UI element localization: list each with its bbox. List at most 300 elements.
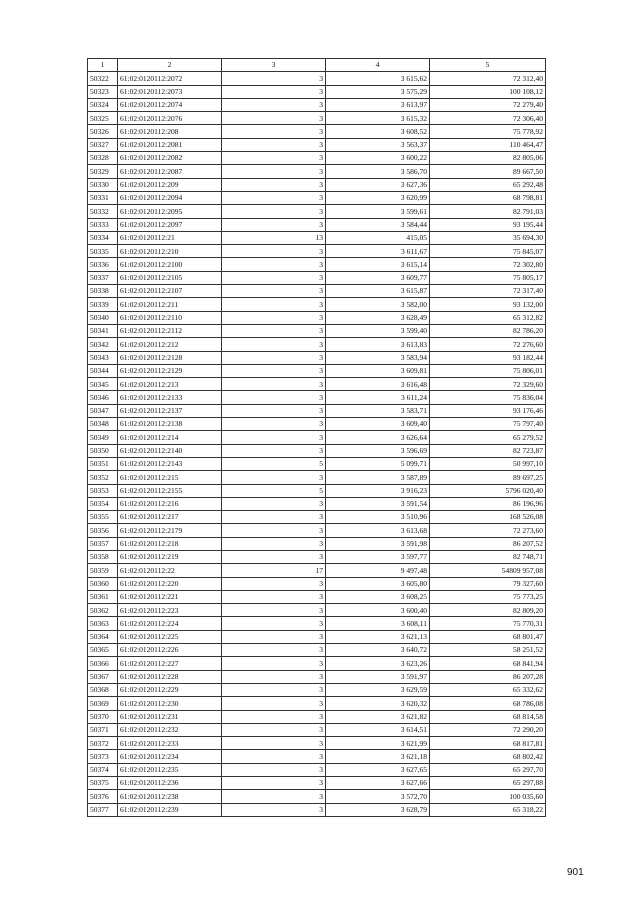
table-cell: 68 802,42	[430, 750, 546, 763]
table-row	[88, 737, 546, 750]
table-cell: 3	[222, 258, 326, 271]
table-cell: 50334	[88, 231, 118, 244]
table-cell: 50376	[88, 790, 118, 803]
table-cell: 3 628,49	[326, 311, 430, 324]
table-cell: 61:02:0120112:234	[118, 750, 222, 763]
table-cell: 3	[222, 138, 326, 151]
table-cell: 3	[222, 338, 326, 351]
table-cell: 3	[222, 790, 326, 803]
table-cell: 61:02:0120112:223	[118, 604, 222, 617]
table-header-row	[88, 59, 546, 72]
table-cell: 61:02:0120112:208	[118, 125, 222, 138]
table-cell: 5 099,71	[326, 457, 430, 470]
table-cell: 79 327,60	[430, 577, 546, 590]
table-cell: 61:02:0120112:2143	[118, 457, 222, 470]
table-cell: 61:02:0120112:212	[118, 338, 222, 351]
table-cell: 3 623,26	[326, 657, 430, 670]
table-cell: 61:02:0120112:219	[118, 550, 222, 563]
table-cell: 50360	[88, 577, 118, 590]
table-row	[88, 338, 546, 351]
table-cell: 50323	[88, 85, 118, 98]
table-cell: 68 841,94	[430, 657, 546, 670]
table-cell: 72 276,60	[430, 338, 546, 351]
table-cell: 61:02:0120112:2107	[118, 285, 222, 298]
table-cell: 110 464,47	[430, 138, 546, 151]
table-cell: 65 279,52	[430, 431, 546, 444]
column-header: 4	[326, 59, 430, 72]
table-cell: 3	[222, 497, 326, 510]
table-cell: 75 836,04	[430, 391, 546, 404]
table-cell: 3 600,40	[326, 604, 430, 617]
table-cell: 50374	[88, 763, 118, 776]
table-cell: 86 207,52	[430, 537, 546, 550]
table-cell: 3	[222, 391, 326, 404]
table-row	[88, 484, 546, 497]
table-row	[88, 617, 546, 630]
table-cell: 82 748,71	[430, 550, 546, 563]
table-cell: 3	[222, 577, 326, 590]
table-cell: 68 814,58	[430, 710, 546, 723]
table-row	[88, 258, 546, 271]
table-cell: 3	[222, 644, 326, 657]
table-cell: 3	[222, 218, 326, 231]
table-cell: 50347	[88, 404, 118, 417]
table-cell: 61:02:0120112:2112	[118, 324, 222, 337]
table-cell: 3	[222, 152, 326, 165]
table-cell: 50332	[88, 205, 118, 218]
table-cell: 61:02:0120112:239	[118, 803, 222, 816]
table-cell: 65 297,88	[430, 777, 546, 790]
table-cell: 3 613,68	[326, 524, 430, 537]
table-cell: 3 621,13	[326, 630, 430, 643]
table-row	[88, 178, 546, 191]
column-header: 2	[118, 59, 222, 72]
table-cell: 3 591,97	[326, 670, 430, 683]
table-cell: 61:02:0120112:2074	[118, 98, 222, 111]
table-cell: 68 817,81	[430, 737, 546, 750]
table-cell: 3	[222, 604, 326, 617]
table-cell: 61:02:0120112:226	[118, 644, 222, 657]
table-row	[88, 418, 546, 431]
table-cell: 61:02:0120112:2094	[118, 191, 222, 204]
table-cell: 3	[222, 431, 326, 444]
table-cell: 61:02:0120112:2140	[118, 444, 222, 457]
table-cell: 50335	[88, 245, 118, 258]
table-cell: 61:02:0120112:236	[118, 777, 222, 790]
table-cell: 68 801,47	[430, 630, 546, 643]
table-row	[88, 670, 546, 683]
table-cell: 50349	[88, 431, 118, 444]
table-row	[88, 657, 546, 670]
table-cell: 61:02:0120112:228	[118, 670, 222, 683]
table-cell: 65 332,62	[430, 683, 546, 696]
table-cell: 72 273,60	[430, 524, 546, 537]
table-cell: 35 694,30	[430, 231, 546, 244]
table-row	[88, 710, 546, 723]
table-row	[88, 298, 546, 311]
table-cell: 168 526,08	[430, 511, 546, 524]
table-cell: 86 207,28	[430, 670, 546, 683]
table-cell: 93 132,00	[430, 298, 546, 311]
table-cell: 3 591,54	[326, 497, 430, 510]
table-cell: 3	[222, 285, 326, 298]
table-cell: 72 329,60	[430, 378, 546, 391]
table-cell: 3 608,25	[326, 590, 430, 603]
table-cell: 3	[222, 723, 326, 736]
table-cell: 3 591,98	[326, 537, 430, 550]
table-cell: 50373	[88, 750, 118, 763]
table-cell: 61:02:0120112:209	[118, 178, 222, 191]
table-cell: 61:02:0120112:218	[118, 537, 222, 550]
table-cell: 3	[222, 72, 326, 85]
table-cell: 75 773,25	[430, 590, 546, 603]
table-cell: 82 791,03	[430, 205, 546, 218]
table-row	[88, 404, 546, 417]
table-cell: 3 628,79	[326, 803, 430, 816]
table-row	[88, 378, 546, 391]
table-row	[88, 364, 546, 377]
table-cell: 3 627,36	[326, 178, 430, 191]
table-row	[88, 590, 546, 603]
table-body	[88, 72, 546, 817]
table-row	[88, 457, 546, 470]
table-row	[88, 205, 546, 218]
table-cell: 50342	[88, 338, 118, 351]
table-cell: 72 306,40	[430, 112, 546, 125]
table-cell: 3	[222, 750, 326, 763]
table-cell: 100 035,60	[430, 790, 546, 803]
table-cell: 61:02:0120112:2138	[118, 418, 222, 431]
table-cell: 61:02:0120112:211	[118, 298, 222, 311]
table-cell: 93 182,44	[430, 351, 546, 364]
table-cell: 72 279,40	[430, 98, 546, 111]
table-row	[88, 191, 546, 204]
table-cell: 3 587,89	[326, 471, 430, 484]
table-cell: 50340	[88, 311, 118, 324]
table-cell: 3	[222, 324, 326, 337]
table-cell: 50345	[88, 378, 118, 391]
table-cell: 3	[222, 471, 326, 484]
table-cell: 3	[222, 178, 326, 191]
table-cell: 50358	[88, 550, 118, 563]
table-row	[88, 138, 546, 151]
table-cell: 3 609,40	[326, 418, 430, 431]
table-cell: 3 613,83	[326, 338, 430, 351]
table-cell: 50371	[88, 723, 118, 736]
table-cell: 3 620,99	[326, 191, 430, 204]
table-cell: 3 615,87	[326, 285, 430, 298]
table-cell: 50361	[88, 590, 118, 603]
table-cell: 61:02:0120112:2128	[118, 351, 222, 364]
table-cell: 61:02:0120112:2081	[118, 138, 222, 151]
table-cell: 50365	[88, 644, 118, 657]
table-cell: 3 611,24	[326, 391, 430, 404]
table-row	[88, 112, 546, 125]
table-cell: 3 572,70	[326, 790, 430, 803]
table-cell: 50370	[88, 710, 118, 723]
table-cell: 61:02:0120112:2097	[118, 218, 222, 231]
table-cell: 72 317,40	[430, 285, 546, 298]
table-cell: 68 798,81	[430, 191, 546, 204]
table-cell: 50336	[88, 258, 118, 271]
table-cell: 3	[222, 444, 326, 457]
table-cell: 50375	[88, 777, 118, 790]
table-cell: 61:02:0120112:213	[118, 378, 222, 391]
table-cell: 100 108,12	[430, 85, 546, 98]
table-row	[88, 497, 546, 510]
table-row	[88, 125, 546, 138]
table-cell: 3 596,69	[326, 444, 430, 457]
table-cell: 3	[222, 737, 326, 750]
table-cell: 61:02:0120112:2110	[118, 311, 222, 324]
table-cell: 50350	[88, 444, 118, 457]
table-cell: 5	[222, 484, 326, 497]
table-cell: 50330	[88, 178, 118, 191]
table-cell: 50356	[88, 524, 118, 537]
table-cell: 3 600,22	[326, 152, 430, 165]
table-cell: 65 312,82	[430, 311, 546, 324]
table-cell: 3 629,59	[326, 683, 430, 696]
table-row	[88, 550, 546, 563]
table-cell: 3	[222, 657, 326, 670]
table-row	[88, 524, 546, 537]
table-cell: 82 809,20	[430, 604, 546, 617]
table-cell: 3	[222, 803, 326, 816]
table-cell: 3 563,37	[326, 138, 430, 151]
table-cell: 50346	[88, 391, 118, 404]
table-cell: 72 290,20	[430, 723, 546, 736]
table-cell: 61:02:0120112:231	[118, 710, 222, 723]
table-cell: 50328	[88, 152, 118, 165]
table-row	[88, 231, 546, 244]
table-row	[88, 324, 546, 337]
table-cell: 3 621,18	[326, 750, 430, 763]
table-cell: 61:02:0120112:2133	[118, 391, 222, 404]
table-cell: 82 723,87	[430, 444, 546, 457]
table-cell: 3 916,23	[326, 484, 430, 497]
table-cell: 50353	[88, 484, 118, 497]
table-cell: 50372	[88, 737, 118, 750]
table-cell: 50331	[88, 191, 118, 204]
table-cell: 3	[222, 191, 326, 204]
table-row	[88, 271, 546, 284]
table-cell: 5796 020,40	[430, 484, 546, 497]
table-cell: 3 611,67	[326, 245, 430, 258]
table-cell: 72 302,80	[430, 258, 546, 271]
table-cell: 3 582,00	[326, 298, 430, 311]
table-cell: 50363	[88, 617, 118, 630]
table-cell: 3 616,48	[326, 378, 430, 391]
table-cell: 50355	[88, 511, 118, 524]
table-cell: 3	[222, 85, 326, 98]
table-cell: 3	[222, 245, 326, 258]
table-cell: 61:02:0120112:229	[118, 683, 222, 696]
table-cell: 75 770,31	[430, 617, 546, 630]
table-cell: 61:02:0120112:2129	[118, 364, 222, 377]
table-row	[88, 803, 546, 816]
table-cell: 61:02:0120112:227	[118, 657, 222, 670]
table-cell: 3	[222, 271, 326, 284]
table-cell: 13	[222, 231, 326, 244]
table-row	[88, 152, 546, 165]
table-cell: 61:02:0120112:22	[118, 564, 222, 577]
table-cell: 3 615,62	[326, 72, 430, 85]
table-row	[88, 577, 546, 590]
table-row	[88, 537, 546, 550]
table-cell: 75 845,07	[430, 245, 546, 258]
table-cell: 75 778,92	[430, 125, 546, 138]
table-cell: 50351	[88, 457, 118, 470]
table-cell: 3 583,94	[326, 351, 430, 364]
table-cell: 3 614,51	[326, 723, 430, 736]
table-cell: 50325	[88, 112, 118, 125]
table-cell: 61:02:0120112:2082	[118, 152, 222, 165]
table-cell: 50357	[88, 537, 118, 550]
table-cell: 61:02:0120112:2105	[118, 271, 222, 284]
table-row	[88, 98, 546, 111]
table-cell: 75 797,40	[430, 418, 546, 431]
column-header: 5	[430, 59, 546, 72]
table-cell: 54809 957,08	[430, 564, 546, 577]
table-cell: 61:02:0120112:2155	[118, 484, 222, 497]
table-row	[88, 604, 546, 617]
table-cell: 61:02:0120112:221	[118, 590, 222, 603]
table-cell: 5	[222, 457, 326, 470]
table-cell: 61:02:0120112:210	[118, 245, 222, 258]
table-cell: 3 608,11	[326, 617, 430, 630]
table-cell: 65 297,70	[430, 763, 546, 776]
table-cell: 3 599,61	[326, 205, 430, 218]
table-cell: 89 667,50	[430, 165, 546, 178]
table-cell: 3	[222, 710, 326, 723]
table-cell: 93 195,44	[430, 218, 546, 231]
table-cell: 50344	[88, 364, 118, 377]
table-cell: 75 806,01	[430, 364, 546, 377]
table-cell: 3 605,80	[326, 577, 430, 590]
table-cell: 65 318,22	[430, 803, 546, 816]
table-cell: 3	[222, 364, 326, 377]
table-cell: 3 620,32	[326, 697, 430, 710]
table-cell: 3	[222, 125, 326, 138]
table-cell: 3 597,77	[326, 550, 430, 563]
table-cell: 61:02:0120112:220	[118, 577, 222, 590]
table-row	[88, 630, 546, 643]
table-cell: 50354	[88, 497, 118, 510]
table-cell: 3	[222, 351, 326, 364]
table-cell: 61:02:0120112:233	[118, 737, 222, 750]
data-table	[87, 58, 546, 817]
table-row	[88, 750, 546, 763]
table-row	[88, 777, 546, 790]
table-cell: 3	[222, 537, 326, 550]
table-cell: 3 615,14	[326, 258, 430, 271]
table-cell: 50322	[88, 72, 118, 85]
table-row	[88, 644, 546, 657]
table-cell: 61:02:0120112:235	[118, 763, 222, 776]
table-cell: 3	[222, 697, 326, 710]
table-cell: 61:02:0120112:238	[118, 790, 222, 803]
table-cell: 75 805,17	[430, 271, 546, 284]
table-row	[88, 444, 546, 457]
table-cell: 93 176,46	[430, 404, 546, 417]
table-cell: 72 312,40	[430, 72, 546, 85]
table-cell: 61:02:0120112:225	[118, 630, 222, 643]
table-cell: 3 621,99	[326, 737, 430, 750]
table-cell: 3 608,52	[326, 125, 430, 138]
table-cell: 50 997,10	[430, 457, 546, 470]
table-cell: 3	[222, 524, 326, 537]
table-cell: 3 626,64	[326, 431, 430, 444]
table-cell: 3	[222, 98, 326, 111]
table-cell: 58 251,52	[430, 644, 546, 657]
table-cell: 3 640,72	[326, 644, 430, 657]
table-cell: 50367	[88, 670, 118, 683]
table-cell: 50362	[88, 604, 118, 617]
table-cell: 3 583,71	[326, 404, 430, 417]
table-row	[88, 165, 546, 178]
table-row	[88, 471, 546, 484]
table-cell: 61:02:0120112:2179	[118, 524, 222, 537]
table-cell: 61:02:0120112:2073	[118, 85, 222, 98]
table-cell: 50364	[88, 630, 118, 643]
table-cell: 61:02:0120112:2137	[118, 404, 222, 417]
table-row	[88, 245, 546, 258]
table-cell: 50337	[88, 271, 118, 284]
table-row	[88, 511, 546, 524]
table-row	[88, 285, 546, 298]
table-cell: 61:02:0120112:2100	[118, 258, 222, 271]
table-cell: 3	[222, 205, 326, 218]
table-cell: 3	[222, 550, 326, 563]
table-cell: 3	[222, 683, 326, 696]
table-cell: 3	[222, 670, 326, 683]
table-cell: 50329	[88, 165, 118, 178]
table-cell: 61:02:0120112:215	[118, 471, 222, 484]
table-row	[88, 391, 546, 404]
table-cell: 50359	[88, 564, 118, 577]
table-row	[88, 790, 546, 803]
table-cell: 61:02:0120112:21	[118, 231, 222, 244]
table-cell: 82 786,20	[430, 324, 546, 337]
table-cell: 50348	[88, 418, 118, 431]
table-row	[88, 723, 546, 736]
table-cell: 3 586,70	[326, 165, 430, 178]
table-row	[88, 564, 546, 577]
table-cell: 65 292,48	[430, 178, 546, 191]
table-cell: 3 609,81	[326, 364, 430, 377]
table-cell: 3 609,77	[326, 271, 430, 284]
table-cell: 61:02:0120112:230	[118, 697, 222, 710]
table-cell: 61:02:0120112:214	[118, 431, 222, 444]
table-row	[88, 351, 546, 364]
table-row	[88, 763, 546, 776]
table-cell: 50327	[88, 138, 118, 151]
table-cell: 3	[222, 511, 326, 524]
table-cell: 82 805,06	[430, 152, 546, 165]
table-cell: 3	[222, 311, 326, 324]
table-cell: 3	[222, 777, 326, 790]
table-cell: 61:02:0120112:2087	[118, 165, 222, 178]
table-cell: 89 697,25	[430, 471, 546, 484]
table-cell: 61:02:0120112:232	[118, 723, 222, 736]
table-row	[88, 85, 546, 98]
table-cell: 3	[222, 165, 326, 178]
table-cell: 3 510,96	[326, 511, 430, 524]
column-header: 1	[88, 59, 118, 72]
table-cell: 3	[222, 112, 326, 125]
table-cell: 50343	[88, 351, 118, 364]
table-cell: 50338	[88, 285, 118, 298]
